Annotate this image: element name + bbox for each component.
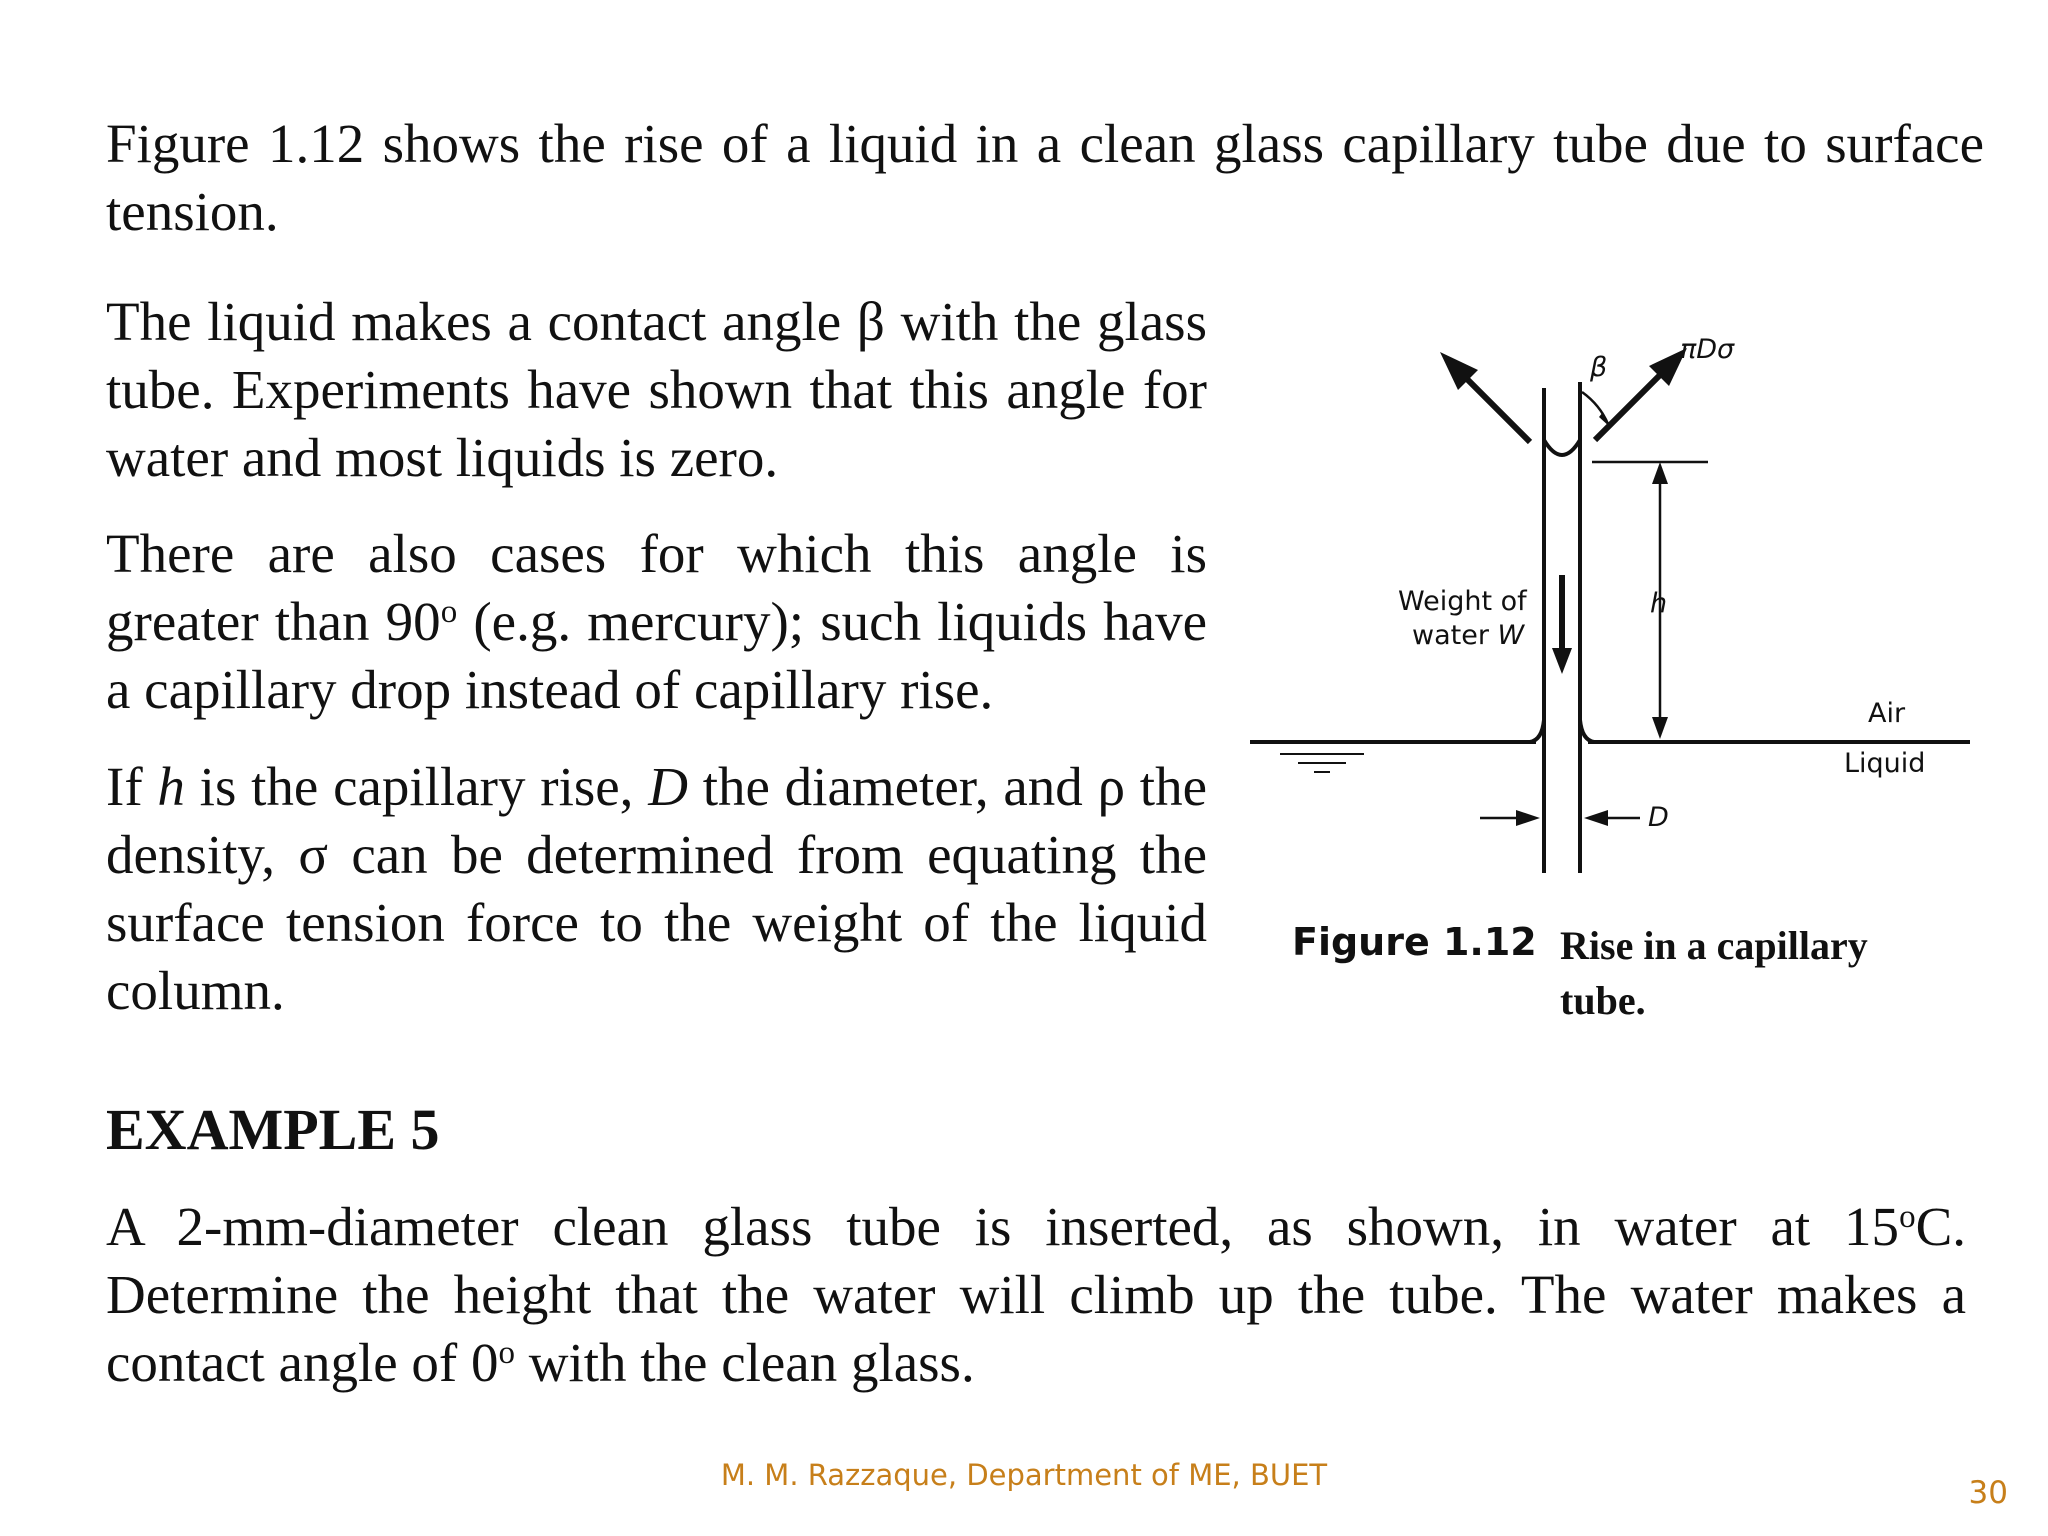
h-label: h <box>1650 588 1668 619</box>
beta-label: β <box>1590 352 1608 383</box>
page-number: 30 <box>1968 1475 2008 1511</box>
figure-caption-label: Figure 1.12 <box>1292 920 1537 964</box>
cases-text-before: There are also cases for which this angle is greater than 90 <box>106 523 1207 652</box>
footer-author: M. M. Razzaque, Department of ME, BUET <box>720 1458 1328 1492</box>
example-text-3: with the clean glass. <box>514 1332 975 1393</box>
example-heading: EXAMPLE 5 <box>106 1097 440 1162</box>
figure-caption-text: Rise in a capillary tube. <box>1560 923 1868 1023</box>
capillary-drop-paragraph <box>106 520 1207 724</box>
ifh-is-rise: is the capillary rise, <box>184 756 649 817</box>
d-arrowhead-right <box>1584 810 1608 826</box>
contact-angle-paragraph: The liquid makes a contact angle β with the glass tube. Experiments have shown that this angle for water and most liquids is zero. <box>106 291 1207 488</box>
weight-arrowhead <box>1552 648 1572 674</box>
symbol-d: D <box>648 756 688 817</box>
symbol-h: h <box>157 756 185 817</box>
capillary-tube-figure <box>1240 320 1980 1040</box>
h-arrowhead-top <box>1652 462 1668 484</box>
degree-superscript: o <box>440 593 458 630</box>
surface-curve-left <box>1530 720 1544 742</box>
liquid-label: Liquid <box>1844 748 1926 779</box>
intro-paragraph: Figure 1.12 shows the rise of a liquid in a clean glass capillary tube due to surface tension. <box>106 113 1984 242</box>
air-label: Air <box>1868 698 1906 729</box>
weight-label-w: W <box>1497 620 1525 651</box>
cases-text-after: (e.g. mercury); such liquids have a capillary drop instead of capillary rise. <box>106 591 1207 720</box>
example-text-2: C. Determine the height that the water will climb up the tube. The water makes a contact angle of 0 <box>106 1196 1966 1393</box>
example-body <box>106 1193 1966 1397</box>
surface-curve-right <box>1580 720 1594 742</box>
ifh-if: If <box>106 756 158 817</box>
degree-superscript-1: o <box>1899 1198 1916 1235</box>
beta-arrowhead <box>1599 412 1610 427</box>
degree-superscript-2: o <box>498 1334 515 1371</box>
weight-label-water: water <box>1412 620 1498 651</box>
d-label: D <box>1648 802 1669 833</box>
tension-force-label: πDσ <box>1680 334 1735 365</box>
meniscus <box>1544 440 1580 455</box>
h-arrowhead-bottom <box>1652 717 1668 739</box>
d-arrowhead-left <box>1516 810 1540 826</box>
example-text-1: A 2-mm-diameter clean glass tube is inserted, as shown, in water at 15 <box>106 1196 1900 1257</box>
weight-label-line2 <box>1412 620 1524 652</box>
ifh-rest: the diameter, and ρ the density, σ can be determined from equating the surface tension force to the weight of the liquid column. <box>106 756 1207 1021</box>
surface-tension-paragraph <box>106 753 1207 1025</box>
weight-label-line1: Weight of <box>1398 586 1527 617</box>
